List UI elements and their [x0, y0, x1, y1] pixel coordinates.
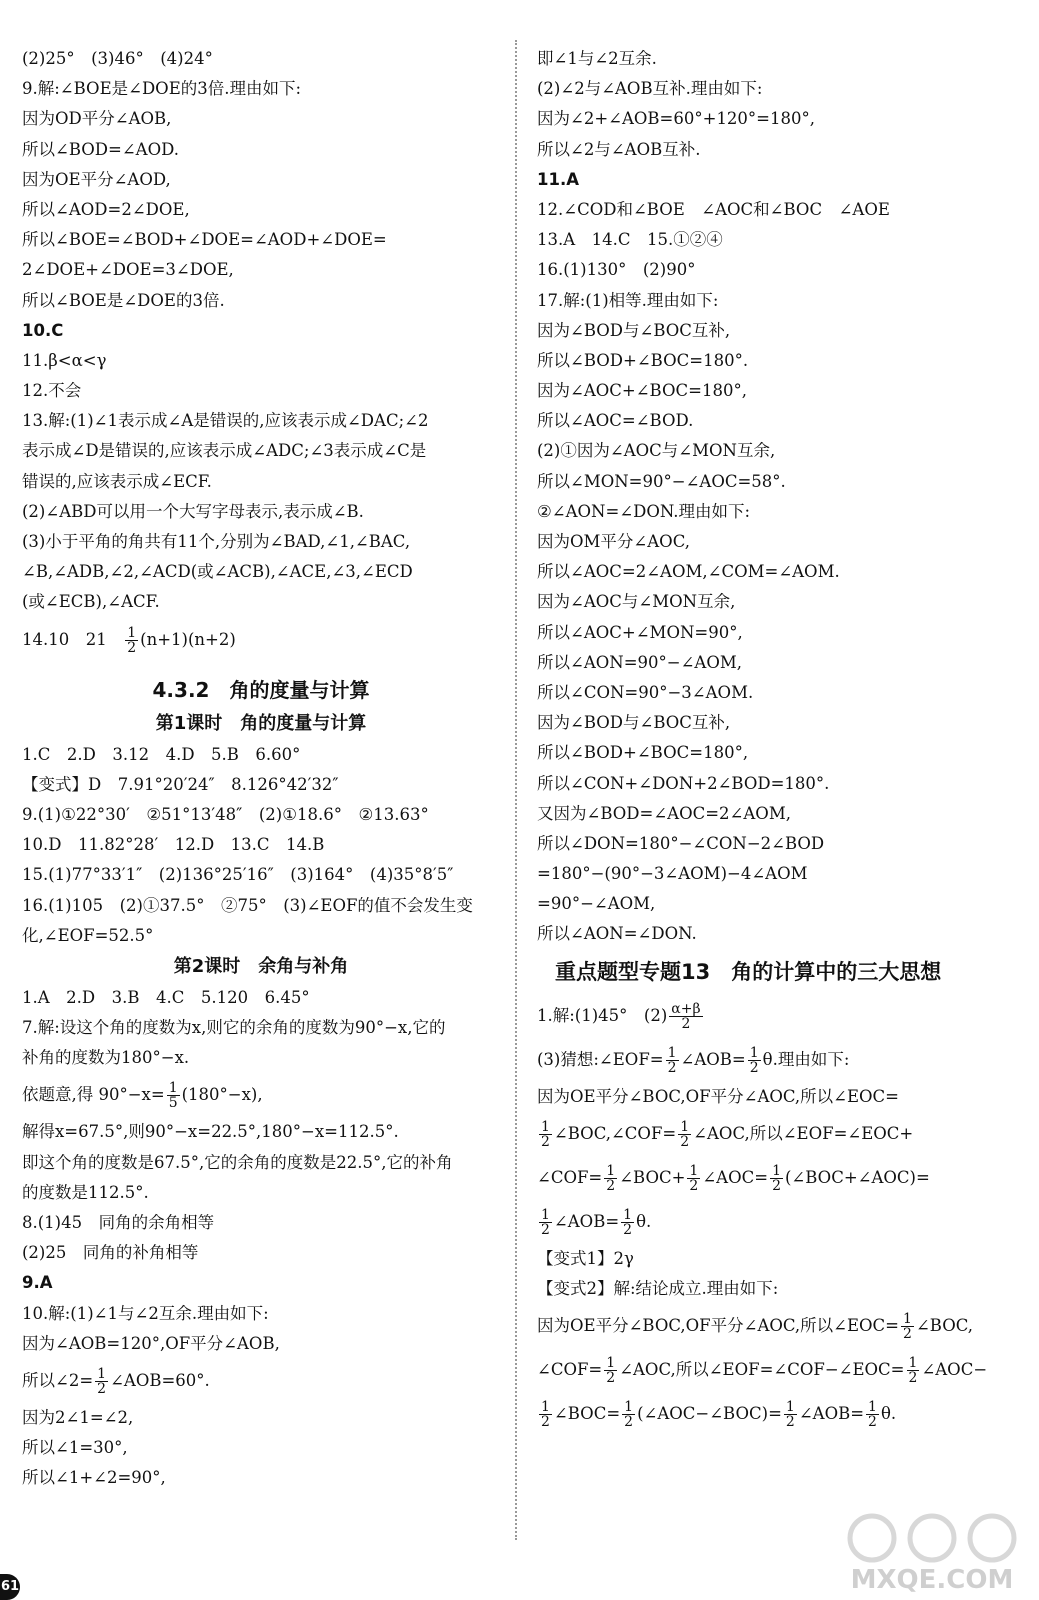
- text-line: 16.(1)105 (2)①37.5° ②75° (3)∠EOF的值不会发生变: [22, 895, 473, 915]
- fraction: $\frac{1}{5}$: [168, 1080, 178, 1112]
- text-line: 因为∠BOD与∠BOC互补,: [537, 713, 731, 733]
- text-line: 所以∠1=30°,: [22, 1438, 128, 1458]
- text-line: 所以∠AOC+∠MON=90°,: [537, 622, 743, 642]
- topic-line: $\frac{1}{2}$ ∠BOC= $\frac{1}{2}$ (∠AOC−∠BOC)= $\frac{1}{2}$ ∠AOB= $\frac{1}{2}$ θ.: [541, 1399, 897, 1431]
- text-line: 11.A: [537, 169, 579, 189]
- text-line: (或∠ECB),∠ACF.: [22, 592, 160, 612]
- text-line: 所以∠AON=∠DON.: [537, 924, 697, 944]
- answers-block-2: [537, 44, 1015, 950]
- text-line: 1.C 2.D 3.12 4.D 5.B 6.60°: [22, 744, 301, 764]
- text-line: 15.(1)77°33′1″ (2)136°25′16″ (3)164° (4)35°8′5″: [22, 865, 454, 885]
- text-line: 所以∠BOE是∠DOE的3倍.: [22, 290, 225, 310]
- text-line: 因为∠AOC+∠BOC=180°,: [537, 381, 747, 401]
- fraction: $\frac{1}{2}$: [624, 1399, 634, 1431]
- text-line: 所以∠AOC=∠BOD.: [537, 411, 694, 431]
- text-line: (3)小于平角的角共有11个,分别为∠BAD,∠1,∠BAC,: [22, 532, 411, 551]
- text-line: (2)∠ABD可以用一个大写字母表示,表示成∠B.: [22, 501, 364, 521]
- fraction: $\frac{1}{2}$: [689, 1162, 699, 1194]
- text-line: 12.∠COD和∠BOE ∠AOC和∠BOC ∠AOE: [537, 199, 890, 219]
- text-line: 所以∠1+∠2=90°,: [22, 1468, 166, 1488]
- fraction: $\frac{1}{2}$: [606, 1162, 616, 1194]
- text-line: 因为∠AOB=120°,OF平分∠AOB,: [22, 1333, 280, 1353]
- text-line: =180°−(90°−3∠AOM)−4∠AOM: [537, 864, 808, 884]
- topic-line: 因为OE平分∠BOC,OF平分∠AOC,所以∠EOC= $\frac{1}{2}$ ∠BOC,: [537, 1311, 974, 1343]
- text-line: 【变式】D 7.91°20′24″ 8.126°42′32″: [22, 774, 339, 794]
- text-line: 所以∠BOE=∠BOD+∠DOE=∠AOD+∠DOE=: [22, 230, 387, 250]
- text-line: 所以∠BOD+∠BOC=180°,: [537, 743, 749, 763]
- lesson2-title: 第2课时 余角与补角: [173, 955, 349, 977]
- text-line: 表示成∠D是错误的,应该表示成∠ADC;∠3表示成∠C是: [22, 441, 427, 461]
- fraction: $\frac{1}{2}$: [97, 1365, 107, 1397]
- topic-line: 1.解:(1)45° (2) $\frac{\alpha+\beta}{2}$: [537, 1000, 701, 1032]
- text-line: 所以∠DON=180°−∠CON−2∠BOD: [537, 833, 825, 853]
- text-line: 8.(1)45 同角的余角相等: [22, 1213, 215, 1232]
- text-line: 因为OM平分∠AOC,: [537, 532, 690, 551]
- text-line: 所以∠AON=90°−∠AOM,: [537, 652, 743, 672]
- text-line: ②∠AON=∠DON.理由如下:: [537, 501, 751, 521]
- fraction: $\frac{1}{2}$: [772, 1162, 781, 1194]
- text-line: 因为∠2+∠AOB=60°+120°=180°,: [537, 109, 815, 129]
- text-line: 17.解:(1)相等.理由如下:: [537, 290, 719, 310]
- lesson2-answers-c: [22, 1403, 500, 1494]
- lesson2-answers-b: [22, 1117, 500, 1359]
- svg-text:MXQE.COM: MXQE.COM: [850, 1565, 1014, 1595]
- text-line: 补角的度数为180°−x.: [22, 1048, 190, 1068]
- text-line: 又因为∠BOD=∠AOC=2∠AOM,: [537, 803, 791, 823]
- text-line: 10.解:(1)∠1与∠2互余.理由如下:: [22, 1303, 269, 1323]
- text-line: (2)25° (3)46° (4)24°: [22, 49, 213, 68]
- text-line: ∠B,∠ADB,∠2,∠ACD(或∠ACB),∠ACE,∠3,∠ECD: [22, 562, 413, 582]
- fraction: $\frac{1}{2}$: [785, 1399, 795, 1431]
- fraction: $\frac{1}{2}$: [868, 1399, 877, 1431]
- fraction: $\frac{1}{2}$: [680, 1118, 690, 1150]
- text-line: 9.解:∠BOE是∠DOE的3倍.理由如下:: [22, 79, 302, 99]
- text-line: =90°−∠AOM,: [537, 894, 656, 914]
- text-line: 10.C: [22, 320, 64, 340]
- topic-line: $\frac{1}{2}$ ∠BOC,∠COF= $\frac{1}{2}$ ∠AOC,所以∠EOF=∠EOC+: [541, 1118, 914, 1150]
- text-line: 因为∠BOD与∠BOC互补,: [537, 320, 731, 340]
- fraction: $\frac{1}{2}$: [541, 1206, 550, 1238]
- fraction: $\frac{\alpha+\beta}{2}$: [671, 1000, 701, 1032]
- fraction: $\frac{1}{2}$: [623, 1206, 633, 1238]
- text-line: (2)∠2与∠AOB互补.理由如下:: [537, 79, 763, 99]
- text-line: 化,∠EOF=52.5°: [22, 925, 154, 945]
- fraction: $\frac{1}{2}$: [541, 1118, 550, 1150]
- fraction: $\frac{1}{2}$: [541, 1399, 550, 1431]
- text-line: 因为2∠1=∠2,: [22, 1407, 134, 1427]
- section-title: 4.3.2 角的度量与计算: [152, 677, 370, 702]
- text-line: 7.解:设这个角的度数为x,则它的余角的度数为90°−x,它的: [22, 1018, 446, 1038]
- topic-line: (3)猜想:∠EOF= $\frac{1}{2}$ ∠AOB= $\frac{1}{2}$ θ.理由如下:: [537, 1044, 850, 1076]
- fraction: $\frac{1}{2}$: [127, 624, 137, 656]
- equation-line: 所以∠2= $\frac{1}{2}$ ∠AOB=60°.: [22, 1365, 210, 1397]
- text-line: 因为∠AOC与∠MON互余,: [537, 592, 736, 612]
- text-line: 因为OE平分∠AOD,: [22, 169, 171, 189]
- text-line: 即这个角的度数是67.5°,它的余角的度数是22.5°,它的补角: [22, 1152, 453, 1172]
- lesson1-title: 第1课时 角的度量与计算: [155, 712, 367, 734]
- equation-line: 依题意,得 90°−x= $\frac{1}{5}$ (180°−x),: [22, 1080, 263, 1112]
- column-divider: [515, 40, 517, 1540]
- topic-line: ∠COF= $\frac{1}{2}$ ∠AOC,所以∠EOF=∠COF−∠EOC= $\frac{1}{2}$ ∠AOC−: [537, 1355, 988, 1387]
- q14-line: 14.10 21 $\frac{1}{2}$ (n+1)(n+2): [22, 624, 236, 656]
- text-line: 所以∠AOC=2∠AOM,∠COM=∠AOM.: [537, 562, 840, 582]
- text-line: 11.β<α<γ: [22, 350, 107, 370]
- text-line: 所以∠CON=90°−3∠AOM.: [537, 682, 754, 702]
- text-line: 错误的,应该表示成∠ECF.: [22, 471, 212, 491]
- text-line: 9.(1)①22°30′ ②51°13′48″ (2)①18.6° ②13.63°: [22, 804, 429, 824]
- left-column: [22, 44, 500, 1494]
- text-line: 9.A: [22, 1273, 53, 1293]
- text-line: 所以∠MON=90°−∠AOC=58°.: [537, 471, 786, 491]
- right-column: [537, 44, 1015, 1436]
- text-line: 10.D 11.82°28′ 12.D 13.C 14.B: [22, 835, 325, 855]
- lesson1-answers: [22, 740, 500, 951]
- fraction: $\frac{1}{2}$: [908, 1355, 918, 1387]
- text-line: 16.(1)130° (2)90°: [537, 260, 696, 280]
- lesson2-answers-a: [22, 983, 500, 1074]
- topic-line: $\frac{1}{2}$ ∠AOB= $\frac{1}{2}$ θ.: [541, 1206, 652, 1238]
- text-line: 所以∠AOD=2∠DOE,: [22, 199, 190, 219]
- watermark-icon: [832, 1508, 1032, 1596]
- fraction: $\frac{1}{2}$: [749, 1044, 759, 1076]
- text-line: 所以∠CON+∠DON+2∠BOD=180°.: [537, 773, 830, 793]
- text-line: 的度数是112.5°.: [22, 1182, 149, 1202]
- topic-line: 因为OE平分∠BOC,OF平分∠AOC,所以∠EOC=: [537, 1086, 900, 1106]
- text-line: 12.不会: [22, 381, 82, 401]
- fraction: $\frac{1}{2}$: [667, 1044, 677, 1076]
- text-line: 因为OD平分∠AOB,: [22, 109, 172, 129]
- fraction: $\frac{1}{2}$: [606, 1355, 616, 1387]
- page-number: 61: [0, 1574, 20, 1600]
- text-line: 2∠DOE+∠DOE=3∠DOE,: [22, 260, 234, 280]
- text-line: 1.A 2.D 3.B 4.C 5.120 6.45°: [22, 987, 310, 1007]
- text-line: 即∠1与∠2互余.: [537, 49, 657, 68]
- text-line: 解得x=67.5°,则90°−x=22.5°,180°−x=112.5°.: [22, 1122, 399, 1142]
- text-line: 13.A 14.C 15.①②④: [537, 230, 723, 250]
- text-line: 所以∠2与∠AOB互补.: [537, 139, 701, 159]
- topic-line: ∠COF= $\frac{1}{2}$ ∠BOC+ $\frac{1}{2}$ ∠AOC= $\frac{1}{2}$ (∠BOC+∠AOC)=: [537, 1162, 930, 1194]
- variant-2: 【变式2】解:结论成立.理由如下:: [537, 1279, 779, 1298]
- topic-title: 重点题型专题13 角的计算中的三大思想: [555, 959, 942, 984]
- watermark-logo: [832, 1508, 1032, 1596]
- answers-block-1: [22, 44, 500, 618]
- fraction: $\frac{1}{2}$: [903, 1311, 912, 1343]
- text-line: 所以∠BOD=∠AOD.: [22, 139, 179, 159]
- text-line: 所以∠BOD+∠BOC=180°.: [537, 350, 749, 370]
- text-line: 13.解:(1)∠1表示成∠A是错误的,应该表示成∠DAC;∠2: [22, 411, 429, 431]
- text-line: (2)①因为∠AOC与∠MON互余,: [537, 441, 776, 461]
- text-line: (2)25 同角的补角相等: [22, 1243, 199, 1263]
- variant-1: 【变式1】2γ: [537, 1248, 634, 1268]
